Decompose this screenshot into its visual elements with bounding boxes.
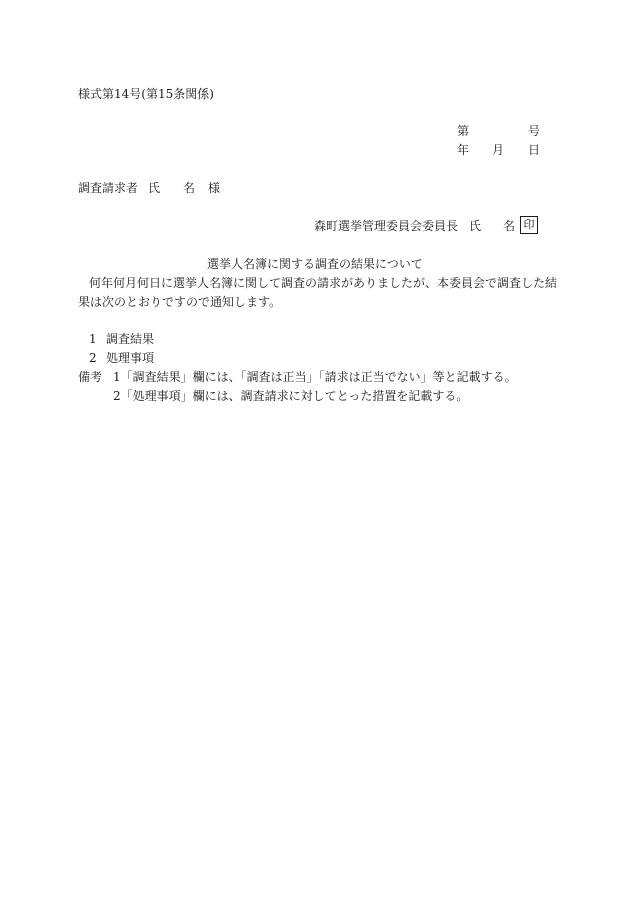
sender-organization: 森町選挙管理委員会委員長 [314, 219, 459, 233]
sender-surname-label: 氏 [469, 219, 482, 233]
item-number: 2 [89, 351, 97, 365]
remarks-label: 備考 [78, 370, 103, 384]
document-number-suffix: 号 [528, 124, 541, 138]
item-label: 調査結果 [106, 332, 155, 346]
date-year-label: 年 [457, 143, 470, 157]
addressee-surname-label: 氏 [148, 181, 161, 195]
date-month-label: 月 [492, 143, 505, 157]
form-number: 様式第14号(第15条関係) [78, 87, 214, 101]
item-label: 処理事項 [106, 351, 155, 365]
addressee-given-name-label: 名 [183, 181, 196, 195]
sender-given-name-label: 名 [503, 219, 516, 233]
item-number: 1 [89, 332, 97, 346]
seal-stamp: 印 [520, 216, 538, 234]
body-text-line: 何年何月何日に選挙人名簿に関して調査の請求がありましたが、本委員会で調査した結 [89, 276, 558, 290]
body-text-line: 果は次のとおりですので通知します。 [78, 295, 282, 309]
addressee-role: 調査請求者 [78, 181, 139, 195]
remark-line: 2「処理事項」欄には、調査請求に対してとった措置を記載する。 [113, 389, 469, 403]
remark-line: 1「調査結果」欄には、「調査は正当」「請求は正当でない」等と記載する。 [113, 370, 517, 384]
document-title: 選挙人名簿に関する調査の結果について [207, 257, 423, 271]
addressee-honorific: 様 [208, 181, 221, 195]
date-day-label: 日 [528, 143, 541, 157]
document-number-prefix: 第 [457, 124, 470, 138]
